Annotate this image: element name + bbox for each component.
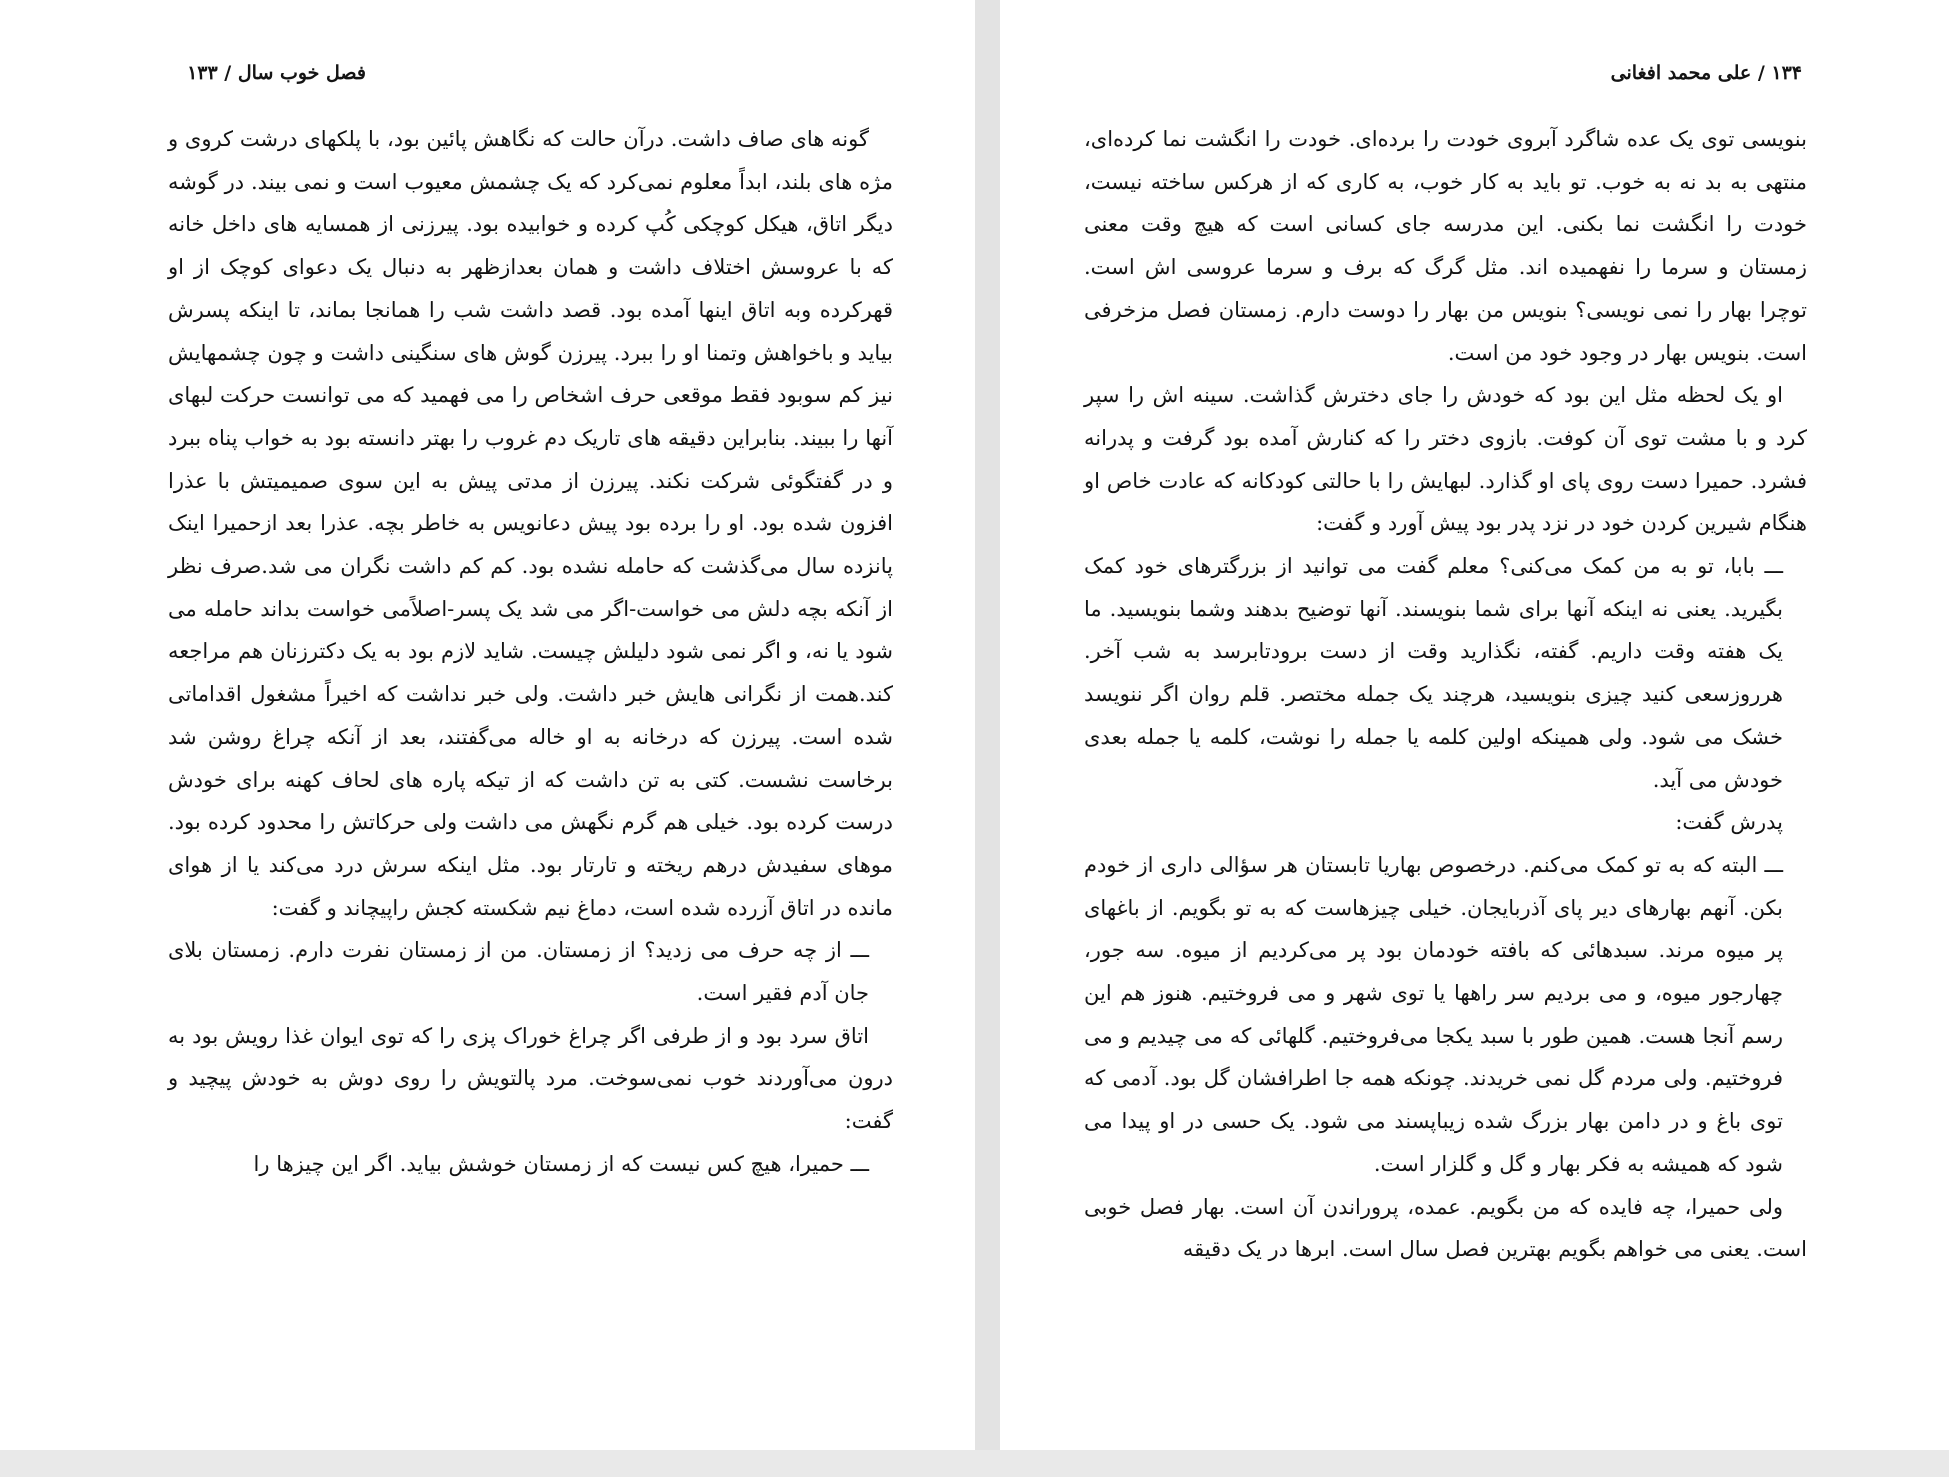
paragraph: او یک لحظه مثل این بود که خودش را جای دخترش گذاشت. سینه اش را سپر کرد و با مشت توی آن کوفت. بازوی دختر را که کنارش آمده بود گرفت و پدرانه فشرد. حمیرا دست روی پای او گذارد. لبهایش را با حالتی کودکانه که عادت خاص او هنگام شیرین کردن خود در نزد پدر بود پیش آورد و گفت: <box>1084 383 1807 536</box>
dialogue-paragraph: ـــ از چه حرف می زدید؟ از زمستان. من از زمستان نفرت دارم. زمستان بلای جان آدم فقیر است. <box>168 938 869 1006</box>
page-body <box>168 118 893 1186</box>
paragraph: اتاق سرد بود و از طرفی اگر چراغ خوراک پزی را که توی ایوان غذا رویش بود به درون می‌آوردند خوب نمی‌سوخت. مرد پالتویش را روی دوش به خودش پیچید و گفت: <box>168 1023 893 1134</box>
left-page <box>0 0 975 1450</box>
paragraph: ولی حمیرا، چه فایده که من بگویم. عمده، پروراندن آن است. بهار فصل خوبی است. یعنی می خواهم بگویم بهترین فصل سال است. ابرها در یک دقیقه <box>1084 1194 1807 1262</box>
paragraph: گونه های صاف داشت. درآن حالت که نگاهش پائین بود، با پلکهای درشت کروی و مژه های بلند، ابداً معلوم نمی‌کرد که یک چشمش معیوب است و نمی بیند. در گوشه دیگر اتاق، هیکل کوچکی کُپ کرده و خوابیده بود. پیرزنی از همسایه های داخل خانه که با عروسش اختلاف داشت و همان بعدازظهر به دنبال یک دعوای کوچک از او قهرکرده وبه اتاق اینها آمده بود. قصد داشت شب را همانجا بماند، تا اینکه پسرش بیاید و باخواهش وتمنا او را ببرد. پیرزن گوش های سنگینی داشت و چون چشمهایش نیز کم سوبود فقط موقعی حرف اشخاص را می فهمید که می توانست حرکت لبهای آنها را ببیند. بنابراین دقیقه های تاریک دم غروب را بهتر دانسته بود به خواب پناه ببرد و در گفتگوئی شرکت نکند. پیرزن از مدتی پیش به این سوی صمیمیتش با عذرا افزون شده بود. او را برده بود پیش دعانویس به خاطر بچه. عذرا بعد ازحمیرا اینک پانزده سال می‌گذشت که حامله نشده بود. کم کم داشت نگران می شد.صرف نظر از آنکه بچه دلش می خواست-اگر می شد یک پسر-اصلاًمی خواست بداند حامله می شود یا نه، و اگر نمی شود دلیلش چیست. شاید لازم بود به یک دکترزنان هم مراجعه کند.همت از نگرانی هایش خبر داشت. ولی خبر نداشت که اخیراً مشغول اقداماتی شده است. پیرزن که درخانه به او خاله می‌گفتند، بعد از آنکه چراغ روشن شد برخاست نشست. کتی به تن داشت که از تیکه پاره های لحاف کهنه برای خودش درست کرده بود. خیلی هم گرم نگهش می داشت ولی حرکاتش را محدود کرده بود. موهای سفیدش درهم ریخته و تارتار بود. مثل اینکه سرش درد می‌کند یا از هوای مانده در اتاق آزرده شده است، دماغ نیم شکسته کجش راپیچاند و گفت: <box>168 127 893 920</box>
page-body <box>1084 118 1807 1271</box>
paragraph: پدرش گفت: <box>1675 810 1783 835</box>
dialogue-paragraph: ـــ البته که به تو کمک می‌کنم. درخصوص بهاریا تابستان هر سؤالی داری از خودم بکن. آنهم بهارهای دیر پای آذربایجان. خیلی چیزهاست که به تو بگویم. از باغهای پر میوه مرند. سبدهائی که بافته خودمان بود پر می‌کردیم از میوه. سه جور، چهارجور میوه، و می بردیم سر راهها یا توی شهر و می فروختیم. هنوز هم این رسم آنجا هست. همین طور با سبد یکجا می‌فروختیم. گلهائی که می چیدیم و می فروختیم. ولی مردم گل نمی خریدند. چونکه همه جا اطرافشان گل بود. آدمی که توی باغ و در دامن بهار بزرگ شده زیباپسند می شود. یک حسی در او پیدا می شود که همیشه به فکر بهار و گل و گلزار است. <box>1084 852 1783 1176</box>
bottom-strip <box>0 1450 1949 1477</box>
right-page <box>1000 0 1949 1450</box>
dialogue-paragraph: ـــ بابا، تو به من کمک می‌کنی؟ معلم گفت می توانید از بزرگترهای خود کمک بگیرید. یعنی نه اینکه آنها برای شما بنویسند. آنها توضیح بدهند وشما بنویسید. ما یک هفته وقت داریم. گفته، نگذارید وقت از دست برودتابرسد به شب آخر. هرروزسعی کنید چیزی بنویسید، هرچند یک جمله مختصر. قلم روان اگر ننویسد خشک می شود. ولی همینکه اولین کلمه یا جمله را نوشت، کلمه یا جمله بعدی خودش می آید. <box>1084 554 1783 792</box>
page-header: ۱۳۴ / علی محمد افغانی <box>1610 62 1802 84</box>
paragraph: بنویسی توی یک عده شاگرد آبروی خودت را برده‌ای. خودت را انگشت نما کرده‌ای، منتهی به بد نه به خوب. تو باید به کار خوب، به کاری که از هرکس ساخته نیست، خودت را انگشت نما بکنی. این مدرسه جای کسانی است که هیچ وقت معنی زمستان و سرما را نفهمیده اند. مثل گرگ که برف و سرما عروسی اش است. توچرا بهار را نمی نویسی؟ بنویس من بهار را دوست دارم. زمستان فصل مزخرفی است. بنویس بهار در وجود خود من است. <box>1084 127 1807 365</box>
page-gutter <box>975 0 1000 1477</box>
dialogue-paragraph: ـــ حمیرا، هیچ کس نیست که از زمستان خوشش بیاید. اگر این چیزها را <box>253 1151 869 1176</box>
page-header: فصل خوب سال / ۱۳۳ <box>187 62 366 84</box>
